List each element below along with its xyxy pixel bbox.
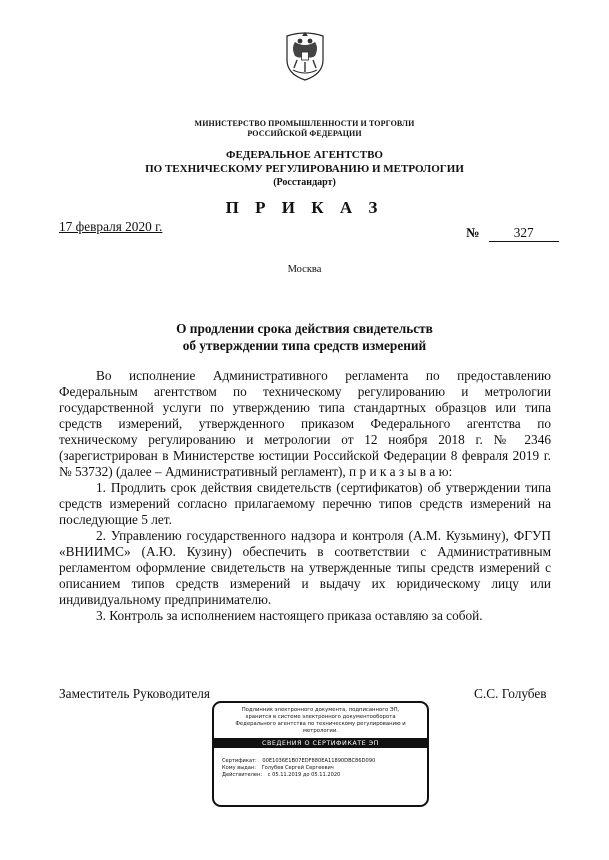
subject-line-2: об утверждении типа средств измерений bbox=[182, 338, 427, 353]
number-value: 327 bbox=[489, 225, 559, 242]
issued-to-label: Кому выдан: bbox=[222, 765, 256, 771]
subject-line-1: О продлении срока действия свидетельств bbox=[176, 321, 433, 336]
stamp-header bbox=[214, 707, 427, 735]
stamp-issued-to-row bbox=[222, 765, 427, 772]
order-date bbox=[59, 219, 162, 235]
order-date-text: 17 февраля 2020 г. bbox=[59, 219, 163, 234]
agency-name bbox=[0, 148, 609, 190]
electronic-signature-stamp bbox=[212, 701, 429, 807]
stamp-header-line-3: Федерального агентства по техническому регулированию и bbox=[235, 721, 406, 727]
order-title: П Р И К А З bbox=[225, 198, 384, 217]
stamp-header-line-4: метрологии. bbox=[303, 728, 338, 734]
paragraph-2: 2. Управлению государственного надзора и контроля (А.М. Кузьмину), ФГУП «ВНИИМС» (А.Ю. Кузину) обеспечить в соответствии с Административным регламентом оформление свидетельств на утвержденные типы средств измерений с описанием типов средств измерений и выдачу их юридическому лицу или индивидуальному предпринимателю. bbox=[59, 528, 551, 607]
stamp-valid-row bbox=[222, 772, 427, 779]
issued-to-value: Голубев Сергей Сергеевич bbox=[261, 765, 334, 771]
valid-value: с 05.11.2019 до 05.11.2020 bbox=[267, 772, 341, 778]
stamp-certificate-bar: СВЕДЕНИЯ О СЕРТИФИКАТЕ ЭП bbox=[214, 738, 427, 748]
agency-line-3: (Росстандарт) bbox=[273, 177, 336, 188]
certificate-label: Сертификат: bbox=[222, 758, 257, 764]
ministry-line-1: МИНИСТЕРСТВО ПРОМЫШЛЕННОСТИ И ТОРГОВЛИ bbox=[194, 119, 415, 128]
stamp-details bbox=[222, 758, 427, 779]
coat-of-arms-emblem bbox=[283, 30, 327, 82]
order-body bbox=[59, 368, 551, 624]
number-label: № bbox=[466, 225, 480, 240]
ministry-name bbox=[0, 119, 609, 139]
city: Москва bbox=[287, 264, 322, 275]
stamp-certificate-row bbox=[222, 758, 427, 765]
signature-name: С.С. Голубев bbox=[474, 686, 547, 701]
certificate-value: 00E1036E1B07EDF880EA11890DBC86D090 bbox=[262, 758, 376, 764]
paragraph-preamble: Во исполнение Административного регламента по предоставлению Федеральным агентством по техническому регулированию и метрологии государственной услуги по утверждению типа стандартных образцов или типа средств измерений, утвержденного приказом Федерального агентства по техническому регулированию и метрологии от 12 ноября 2018 г. № 2346 (зарегистрирован в Министерстве юстиции Российской Федерации 8 февраля 2019 г. № 53732) (далее – Административный регламент), п р и к а з ы в а ю: bbox=[59, 368, 551, 479]
agency-line-2: ПО ТЕХНИЧЕСКОМУ РЕГУЛИРОВАНИЮ И МЕТРОЛОГИИ bbox=[145, 163, 464, 175]
order-subject bbox=[0, 320, 609, 354]
agency-line-1: ФЕДЕРАЛЬНОЕ АГЕНТСТВО bbox=[226, 149, 383, 161]
stamp-header-line-1: Подлинник электронного документа, подписанного ЭП, bbox=[241, 707, 400, 713]
signature-position: Заместитель Руководителя bbox=[59, 686, 211, 701]
paragraph-1: 1. Продлить срок действия свидетельств (сертификатов) об утверждении типа средств измерений согласно прилагаемому перечню типов средств измерений на последующие 5 лет. bbox=[59, 480, 551, 527]
stamp-header-line-2: хранится в системе электронного документооборота bbox=[245, 714, 396, 720]
paragraph-3: 3. Контроль за исполнением настоящего приказа оставляю за собой. bbox=[96, 608, 483, 623]
order-number bbox=[466, 225, 559, 242]
valid-label: Действителен: bbox=[222, 772, 263, 778]
ministry-line-2: РОССИЙСКОЙ ФЕДЕРАЦИИ bbox=[247, 129, 362, 138]
